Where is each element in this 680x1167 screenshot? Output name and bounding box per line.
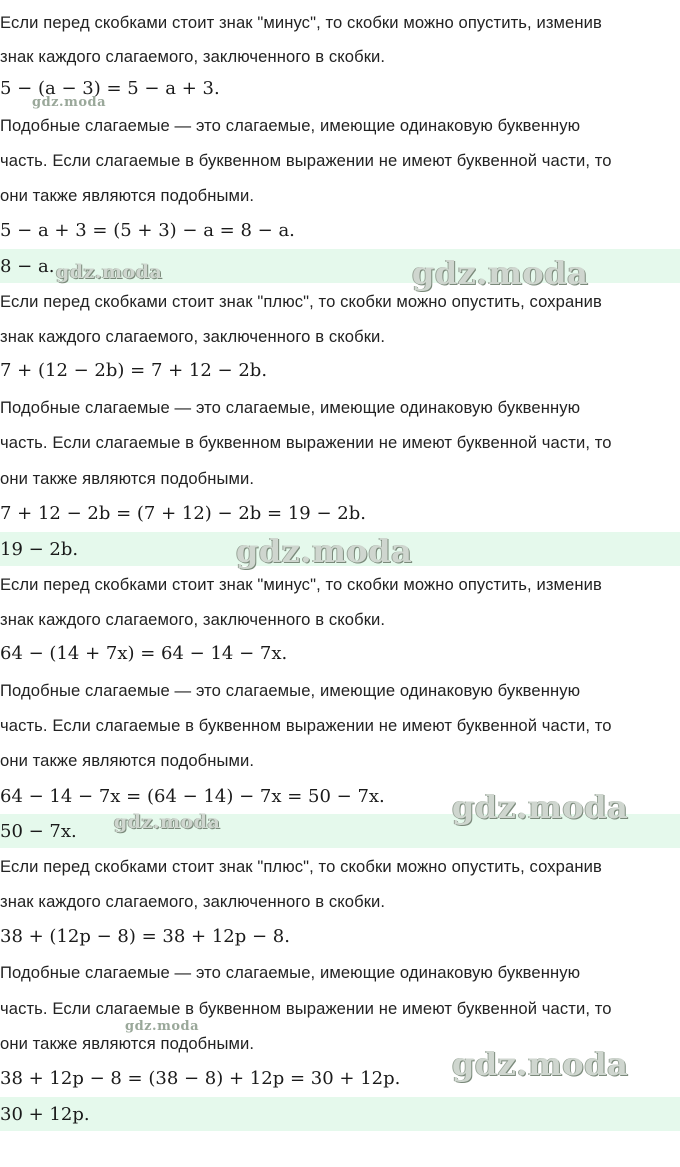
like-terms-text: часть. Если слагаемые в буквенном выражении не имеют буквенной части, то [0,999,612,1018]
like-terms-text: они также являются подобными. [0,751,255,770]
watermark-logo: gdz.moda [56,261,163,283]
watermark-logo: gdz.moda [452,1045,629,1083]
watermark-logo: gdz.moda [412,254,589,292]
rule-text: знак каждого слагаемого, заключенного в скобки. [0,892,386,911]
expression: 64 − 14 − 7x = (64 − 14) − 7x = 50 − 7x. [0,786,385,807]
answer: 19 − 2b. [0,539,79,560]
answer: 8 − a. [0,256,55,277]
watermark-logo: gdz.moda [452,788,629,826]
rule-text: Если перед скобками стоит знак "минус", то скобки можно опустить, изменив [0,575,602,594]
expression: 64 − (14 + 7x) = 64 − 14 − 7x. [0,643,288,664]
expression: 38 + (12p − 8) = 38 + 12p − 8. [0,926,290,947]
like-terms-text: Подобные слагаемые — это слагаемые, имеющие одинаковую буквенную [0,398,581,417]
answer: 50 − 7x. [0,821,77,842]
expression: 5 − (a − 3) = 5 − a + 3. [0,78,220,99]
rule-text: знак каждого слагаемого, заключенного в скобки. [0,47,386,66]
watermark-logo: gdz.moda [32,95,107,110]
answer-band [0,1097,680,1131]
expression: 7 + (12 − 2b) = 7 + 12 − 2b. [0,360,268,381]
watermark-logo: gdz.moda [125,1019,200,1034]
watermark-logo: gdz.moda [236,532,413,570]
rule-text: Если перед скобками стоит знак "плюс", то скобки можно опустить, сохранив [0,292,602,311]
like-terms-text: Подобные слагаемые — это слагаемые, имеющие одинаковую буквенную [0,963,581,982]
like-terms-text: часть. Если слагаемые в буквенном выражении не имеют буквенной части, то [0,716,612,735]
like-terms-text: они также являются подобными. [0,186,255,205]
watermark-logo: gdz.moda [114,811,221,833]
rule-text: знак каждого слагаемого, заключенного в скобки. [0,610,386,629]
expression: 38 + 12p − 8 = (38 − 8) + 12p = 30 + 12p. [0,1068,401,1089]
rule-text: знак каждого слагаемого, заключенного в скобки. [0,327,386,346]
like-terms-text: они также являются подобными. [0,469,255,488]
like-terms-text: Подобные слагаемые — это слагаемые, имеющие одинаковую буквенную [0,116,581,135]
like-terms-text: часть. Если слагаемые в буквенном выражении не имеют буквенной части, то [0,433,612,452]
like-terms-text: часть. Если слагаемые в буквенном выражении не имеют буквенной части, то [0,151,612,170]
rule-text: Если перед скобками стоит знак "минус", то скобки можно опустить, изменив [0,13,602,32]
answer: 30 + 12p. [0,1104,90,1125]
like-terms-text: они также являются подобными. [0,1034,255,1053]
expression: 5 − a + 3 = (5 + 3) − a = 8 − a. [0,220,295,241]
like-terms-text: Подобные слагаемые — это слагаемые, имеющие одинаковую буквенную [0,681,581,700]
expression: 7 + 12 − 2b = (7 + 12) − 2b = 19 − 2b. [0,503,366,524]
rule-text: Если перед скобками стоит знак "плюс", то скобки можно опустить, сохранив [0,857,602,876]
